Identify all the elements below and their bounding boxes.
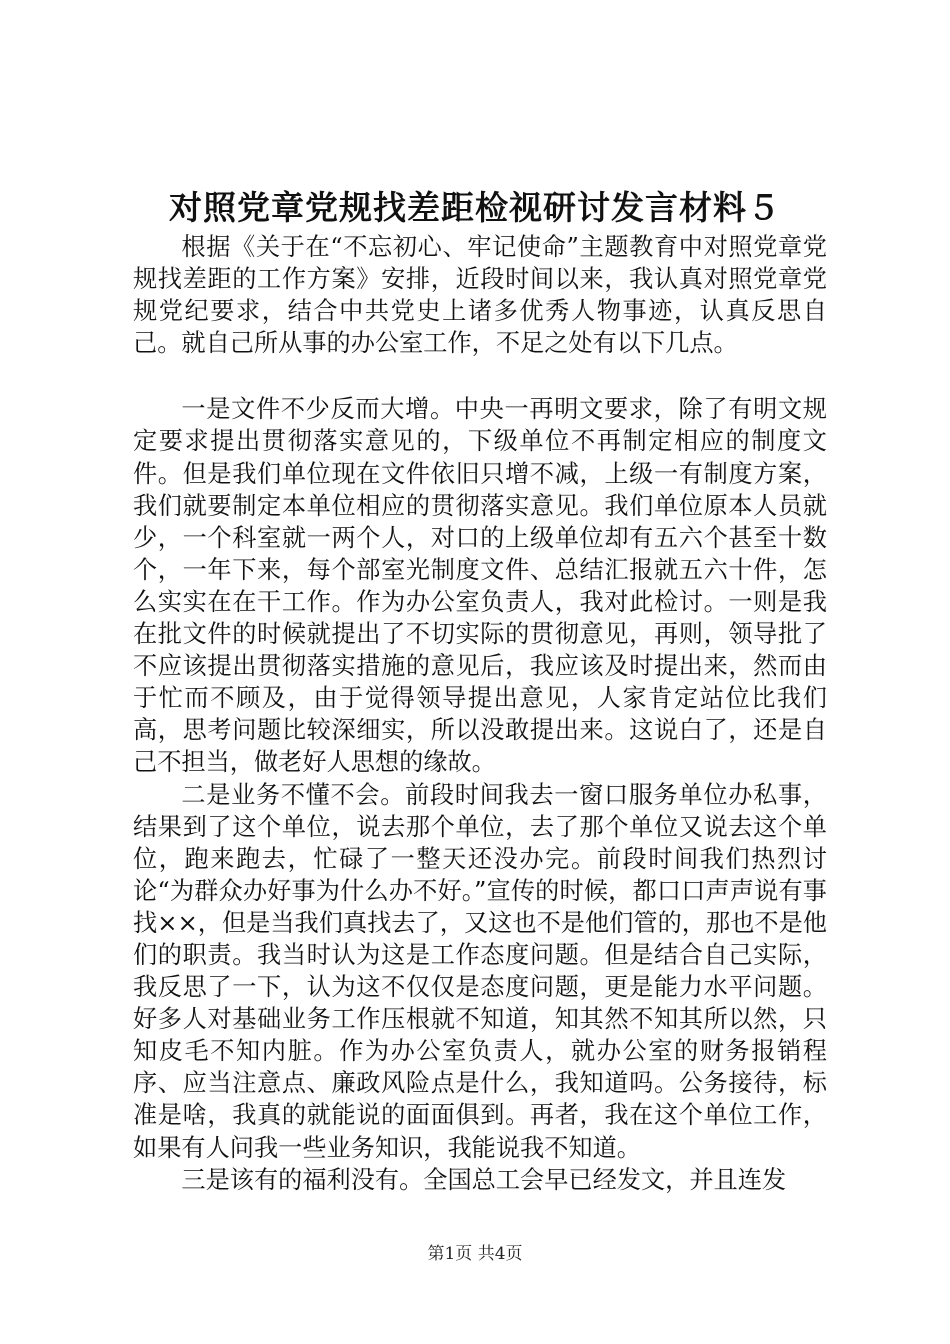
document-body: [133, 231, 827, 1196]
document-title: 对照党章党规找差距检视研讨发言材料５: [169, 188, 781, 227]
paragraph-point-three: 三是该有的福利没有。全国总工会早已经发文，并且连发: [181, 1165, 787, 1194]
paragraph-gap: [133, 359, 827, 393]
paragraph-point-two: 二是业务不懂不会。前段时间我去一窗口服务单位办私事，结果到了这个单位，说去那个单位，去了那个单位又说去这个单位，跑来跑去，忙碌了一整天还没办完。前段时间我们热烈讨论“为群众办好事为什么办不好。”宣传的时候，都口口声声说有事找××，但是当我们真找去了，又这也不是他们管的，那也不是他们的职责。我当时认为这是工作态度问题。但是结合自己实际，我反思了一下，认为这不仅仅是态度问题，更是能力水平问题。好多人对基础业务工作压根就不知道，知其然不知其所以然，只知皮毛不知内脏。作为办公室负责人，就办公室的财务报销程序、应当注意点、廉政风险点是什么，我知道吗。公务接待，标准是啥，我真的就能说的面面俱到。再者，我在这个单位工作，如果有人问我一些业务知识，我能说我不知道。: [133, 780, 827, 1162]
page-footer: 第1页 共4页: [427, 1244, 523, 1264]
paragraph-point-one: 一是文件不少反而大增。中央一再明文要求，除了有明文规定要求提出贯彻落实意见的，下级单位不再制定相应的制度文件。但是我们单位现在文件依旧只增不减，上级一有制度方案，我们就要制定本单位相应的贯彻落实意见。我们单位原本人员就少，一个科室就一两个人，对口的上级单位却有五六个甚至十数个，一年下来，每个部室光制度文件、总结汇报就五六十件，怎么实实在在干工作。作为办公室负责人，我对此检讨。一则是我在批文件的时候就提出了不切实际的贯彻意见，再则，领导批了不应该提出贯彻落实措施的意见后，我应该及时提出来，然而由于忙而不顾及，由于觉得领导提出意见，人家肯定站位比我们高，思考问题比较深细实，所以没敢提出来。这说白了，还是自己不担当，做老好人思想的缘故。: [133, 395, 827, 777]
paragraph-intro: 根据《关于在“不忘初心、牢记使命”主题教育中对照党章党规找差距的工作方案》安排，近段时间以来，我认真对照党章党规党纪要求，结合中共党史上诸多优秀人物事迹，认真反思自己。就自己所从事的办公室工作，不足之处有以下几点。: [133, 233, 827, 358]
